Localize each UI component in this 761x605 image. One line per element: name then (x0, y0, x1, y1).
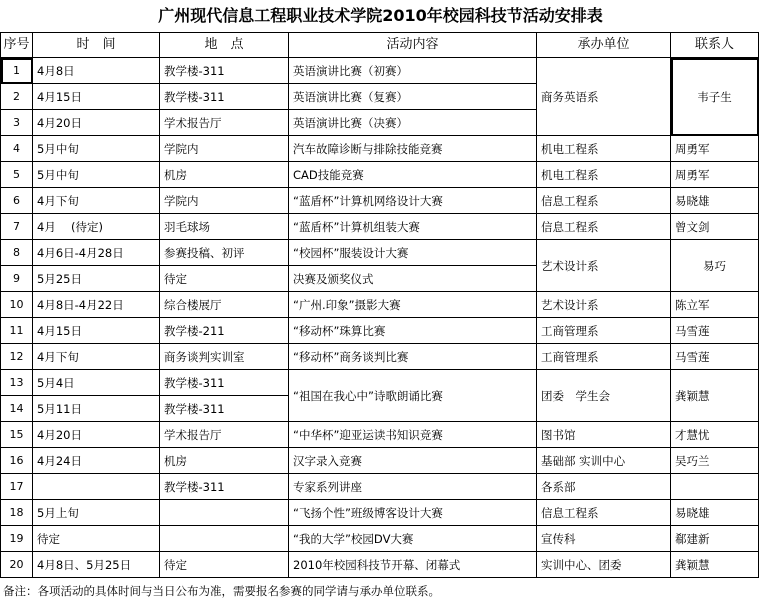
cell-activity[interactable]: “移动杯”商务谈判比赛 (289, 344, 537, 370)
cell-time[interactable]: 4月下旬 (33, 188, 160, 214)
cell-contact[interactable]: 龚颖慧 (671, 552, 759, 578)
cell-no[interactable]: 5 (1, 162, 33, 188)
header-time[interactable]: 时 间 (33, 33, 160, 58)
page-title: 广州现代信息工程职业技术学院2010年校园科技节活动安排表 (158, 6, 603, 25)
cell-place[interactable]: 教学楼-211 (160, 318, 289, 344)
cell-contact[interactable]: 龚颖慧 (671, 370, 759, 422)
cell-organizer[interactable]: 团委 学生会 (537, 370, 671, 422)
cell-activity[interactable]: “移动杯”珠算比赛 (289, 318, 537, 344)
cell-activity[interactable]: “祖国在我心中”诗歌朗诵比赛 (289, 370, 537, 422)
cell-time[interactable]: 4月20日 (33, 110, 160, 136)
cell-place[interactable]: 机房 (160, 162, 289, 188)
cell-activity[interactable]: 汉字录入竞赛 (289, 448, 537, 474)
cell-no[interactable]: 18 (1, 500, 33, 526)
cell-activity[interactable]: “广州.印象”摄影大赛 (289, 292, 537, 318)
cell-activity[interactable]: “蓝盾杯”计算机网络设计大赛 (289, 188, 537, 214)
cell-place[interactable]: 教学楼-311 (160, 370, 289, 396)
cell-no[interactable]: 19 (1, 526, 33, 552)
cell-organizer[interactable]: 图书馆 (537, 422, 671, 448)
cell-place[interactable]: 教学楼-311 (160, 396, 289, 422)
cell-place[interactable] (160, 500, 289, 526)
cell-time[interactable]: 4月下旬 (33, 344, 160, 370)
cell-organizer[interactable]: 工商管理系 (537, 344, 671, 370)
cell-place[interactable]: 学术报告厅 (160, 422, 289, 448)
table-row (1, 500, 759, 526)
cell-contact[interactable]: 才慧忧 (671, 422, 759, 448)
cell-no[interactable]: 6 (1, 188, 33, 214)
cell-place[interactable]: 参赛投稿、初评 (160, 240, 289, 266)
cell-activity[interactable]: “飞扬个性”班级博客设计大赛 (289, 500, 537, 526)
cell-contact[interactable]: 吴巧兰 (671, 448, 759, 474)
cell-place[interactable]: 综合楼展厅 (160, 292, 289, 318)
cell-organizer[interactable]: 基础部 实训中心 (537, 448, 671, 474)
cell-activity[interactable]: 2010年校园科技节开幕、闭幕式 (289, 552, 537, 578)
cell-organizer[interactable]: 各系部 (537, 474, 671, 500)
cell-contact[interactable]: 易巧 (671, 240, 759, 292)
cell-activity[interactable]: “中华杯”迎亚运读书知识竞赛 (289, 422, 537, 448)
cell-organizer[interactable]: 信息工程系 (537, 214, 671, 240)
cell-place[interactable]: 羽毛球场 (160, 214, 289, 240)
table-row (1, 58, 759, 84)
cell-organizer[interactable]: 宣传科 (537, 526, 671, 552)
cell-place[interactable]: 教学楼-311 (160, 58, 289, 84)
cell-no[interactable]: 3 (1, 110, 33, 136)
cell-time[interactable]: 4月8日-4月22日 (33, 292, 160, 318)
table-row (1, 422, 759, 448)
cell-place[interactable]: 机房 (160, 448, 289, 474)
cell-activity[interactable]: “校园杯”服装设计大赛 (289, 240, 537, 266)
cell-no[interactable]: 8 (1, 240, 33, 266)
footnote: 备注：各项活动的具体时间与当日公布为准，需要报名参赛的同学请与承办单位联系。 (3, 584, 440, 598)
cell-activity[interactable]: 英语演讲比赛（复赛） (289, 84, 537, 110)
header-activity[interactable]: 活动内容 (289, 33, 537, 58)
cell-organizer[interactable]: 信息工程系 (537, 500, 671, 526)
cell-place[interactable]: 教学楼-311 (160, 84, 289, 110)
table-row (1, 240, 759, 266)
cell-activity[interactable]: 英语演讲比赛（决赛） (289, 110, 537, 136)
cell-organizer[interactable]: 工商管理系 (537, 318, 671, 344)
cell-organizer[interactable]: 信息工程系 (537, 188, 671, 214)
cell-contact[interactable]: 周勇军 (671, 136, 759, 162)
header-contact[interactable]: 联系人 (671, 33, 759, 58)
table-row (1, 474, 759, 500)
cell-time[interactable]: 4月8日 (33, 58, 160, 84)
cell-contact[interactable]: 马雪莲 (671, 344, 759, 370)
cell-contact[interactable]: 韦子生 (671, 58, 759, 136)
cell-contact[interactable]: 曾文剑 (671, 214, 759, 240)
cell-activity[interactable]: CAD技能竞赛 (289, 162, 537, 188)
cell-time[interactable]: 4月15日 (33, 318, 160, 344)
cell-no[interactable]: 11 (1, 318, 33, 344)
cell-no[interactable]: 2 (1, 84, 33, 110)
cell-contact[interactable]: 周勇军 (671, 162, 759, 188)
cell-time[interactable]: 4月6日-4月28日 (33, 240, 160, 266)
cell-activity[interactable]: 决赛及颁奖仪式 (289, 266, 537, 292)
cell-no[interactable]: 10 (1, 292, 33, 318)
cell-time[interactable]: 4月8日、5月25日 (33, 552, 160, 578)
cell-time[interactable]: 4月24日 (33, 448, 160, 474)
cell-time[interactable]: 5月中旬 (33, 136, 160, 162)
cell-no[interactable]: 20 (1, 552, 33, 578)
table-row (1, 370, 759, 396)
cell-time[interactable]: 5月中旬 (33, 162, 160, 188)
cell-organizer[interactable]: 实训中心、团委 (537, 552, 671, 578)
cell-no[interactable]: 14 (1, 396, 33, 422)
cell-contact[interactable]: 易晓雄 (671, 188, 759, 214)
table-row (1, 448, 759, 474)
table-row (1, 136, 759, 162)
cell-time[interactable]: 5月4日 (33, 370, 160, 396)
header-no[interactable]: 序号 (1, 33, 33, 58)
table-row (1, 162, 759, 188)
table-row (1, 552, 759, 578)
cell-organizer[interactable]: 机电工程系 (537, 162, 671, 188)
cell-organizer[interactable]: 艺术设计系 (537, 240, 671, 292)
cell-place[interactable]: 教学楼-311 (160, 474, 289, 500)
schedule-table (0, 32, 759, 578)
cell-organizer[interactable]: 艺术设计系 (537, 292, 671, 318)
header-place[interactable]: 地 点 (160, 33, 289, 58)
cell-activity[interactable]: 专家系列讲座 (289, 474, 537, 500)
cell-time[interactable]: 4月20日 (33, 422, 160, 448)
cell-time[interactable]: 5月25日 (33, 266, 160, 292)
table-row (1, 292, 759, 318)
cell-activity[interactable]: “蓝盾杯”计算机组装大赛 (289, 214, 537, 240)
cell-no[interactable]: 9 (1, 266, 33, 292)
table-row (1, 344, 759, 370)
cell-place[interactable]: 学术报告厅 (160, 110, 289, 136)
cell-contact[interactable]: 马雪莲 (671, 318, 759, 344)
cell-time[interactable]: 待定 (33, 526, 160, 552)
cell-time[interactable]: 5月上旬 (33, 500, 160, 526)
table-row (1, 318, 759, 344)
cell-activity[interactable]: 英语演讲比赛（初赛） (289, 58, 537, 84)
cell-place[interactable]: 商务谈判实训室 (160, 344, 289, 370)
cell-no[interactable]: 13 (1, 370, 33, 396)
cell-place[interactable]: 待定 (160, 552, 289, 578)
cell-time[interactable]: 5月11日 (33, 396, 160, 422)
cell-place[interactable]: 待定 (160, 266, 289, 292)
cell-time[interactable] (33, 474, 160, 500)
cell-contact[interactable] (671, 474, 759, 500)
cell-time[interactable]: 4月 (待定) (33, 214, 160, 240)
cell-place[interactable]: 学院内 (160, 136, 289, 162)
cell-activity[interactable]: 汽车故障诊断与排除技能竞赛 (289, 136, 537, 162)
cell-no[interactable]: 7 (1, 214, 33, 240)
cell-no[interactable]: 1 (1, 58, 33, 84)
cell-contact[interactable]: 陈立军 (671, 292, 759, 318)
cell-organizer[interactable]: 机电工程系 (537, 136, 671, 162)
cell-place[interactable]: 学院内 (160, 188, 289, 214)
cell-no[interactable]: 4 (1, 136, 33, 162)
table-row (1, 188, 759, 214)
cell-organizer[interactable]: 商务英语系 (537, 58, 671, 136)
cell-contact[interactable]: 郗建新 (671, 526, 759, 552)
cell-no[interactable]: 15 (1, 422, 33, 448)
cell-contact[interactable]: 易晓雄 (671, 500, 759, 526)
cell-no[interactable]: 16 (1, 448, 33, 474)
header-organizer[interactable]: 承办单位 (537, 33, 671, 58)
table-row (1, 214, 759, 240)
cell-activity[interactable]: “我的大学”校园DV大赛 (289, 526, 537, 552)
table-row (1, 526, 759, 552)
cell-no[interactable]: 12 (1, 344, 33, 370)
header-row (1, 33, 759, 58)
cell-no[interactable]: 17 (1, 474, 33, 500)
cell-time[interactable]: 4月15日 (33, 84, 160, 110)
cell-place[interactable] (160, 526, 289, 552)
